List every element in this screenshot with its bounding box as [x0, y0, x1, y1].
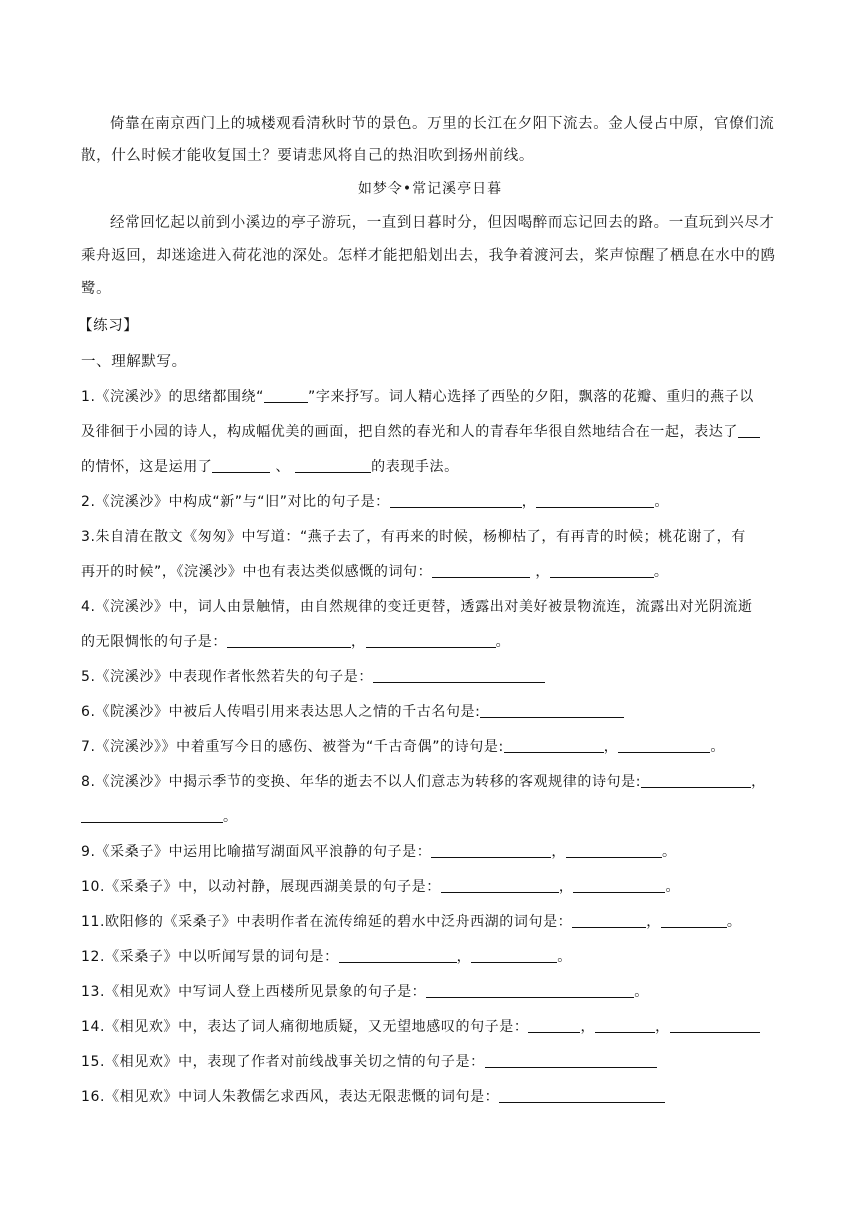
answer-blank[interactable]: [227, 631, 351, 648]
question-12: 12.《采桑子》中以听闻写景的词句是： ， 。: [81, 946, 572, 966]
question-4-cont: 的无限惆怅的句子是： ， 。: [81, 631, 510, 651]
answer-blank[interactable]: [566, 841, 662, 858]
answer-blank[interactable]: [661, 911, 727, 928]
answer-blank[interactable]: [595, 1016, 655, 1033]
answer-blank[interactable]: [670, 1016, 760, 1033]
question-1-cont: 的情怀，这是运用了 、 的表现手法。: [81, 456, 459, 476]
answer-blank[interactable]: [738, 421, 760, 438]
answer-blank[interactable]: [572, 911, 646, 928]
answer-blank[interactable]: [504, 736, 604, 753]
answer-blank[interactable]: [426, 981, 634, 998]
answer-blank[interactable]: [499, 1086, 665, 1103]
answer-blank[interactable]: [485, 1051, 657, 1068]
answer-blank[interactable]: [339, 946, 457, 963]
question-8: 8.《浣溪沙》中揭示季节的变换、年华的逝去不以人们意志为转移的客观规律的诗句是: ，: [81, 771, 766, 791]
answer-blank[interactable]: [641, 771, 751, 788]
translation-paragraph-line: 乘舟返回，却迷途进入荷花池的深处。怎样才能把船划出去，我争着渡河去，桨声惊醒了栖息在水中的鸥: [81, 248, 776, 264]
answer-blank[interactable]: [441, 876, 559, 893]
answer-blank[interactable]: [81, 806, 223, 823]
translation-paragraph-line: 鹭。: [81, 281, 112, 297]
answer-blank[interactable]: [366, 631, 496, 648]
answer-blank[interactable]: [471, 946, 557, 963]
question-14: 14.《相见欢》中，表达了词人痛彻地质疑，又无望地感叹的句子是： ， ，: [81, 1016, 760, 1036]
question-16: 16.《相见欢》中词人朱教儒乞求西风，表达无限悲慨的词句是：: [81, 1086, 665, 1106]
translation-paragraph-line: 经常回忆起以前到小溪边的亭子游玩，一直到日暮时分，但因喝醉而忘记回去的路。一直玩到兴尽才: [110, 215, 775, 231]
answer-blank[interactable]: [373, 666, 545, 683]
question-6: 6.《院溪沙》中被后人传唱引用来表达思人之情的千古名句是:: [81, 701, 624, 721]
answer-blank[interactable]: [212, 456, 270, 473]
translation-paragraph-line: 散，什么时候才能收复国土？要请悲风将自己的热泪吹到扬州前线。: [81, 148, 534, 164]
part-heading: 一、理解默写。: [81, 354, 187, 370]
question-1: 1.《浣溪沙》的思绪都围绕“ ”字来抒写。词人精心选择了西坠的夕阳，飘落的花瓣、重归的燕子以: [81, 386, 754, 406]
question-4: 4.《浣溪沙》中，词人由景触情，由自然规律的变迁更替，透露出对美好被景物流连，流露出对光阴流逝: [81, 599, 753, 615]
question-11: 11.欧阳修的《采桑子》中表明作者在流传绵延的碧水中泛舟西湖的词句是： ， 。: [81, 911, 741, 931]
answer-blank[interactable]: [528, 1016, 580, 1033]
question-1-cont: 及徘徊于小园的诗人，构成幅优美的画面，把自然的春光和人的青春年华很自然地结合在一起，表达了: [81, 421, 760, 441]
section-label: 【练习】: [78, 318, 139, 334]
answer-blank[interactable]: [536, 491, 654, 508]
answer-blank[interactable]: [295, 456, 371, 473]
translation-paragraph-line: 倚靠在南京西门上的城楼观看清秋时节的景色。万里的长江在夕阳下流去。金人侵占中原，官僚们流: [110, 116, 775, 132]
question-8-cont: 。: [81, 806, 238, 826]
poem-title: 如梦令•常记溪亭日暮: [357, 181, 503, 197]
answer-blank[interactable]: [431, 841, 551, 858]
answer-blank[interactable]: [573, 876, 665, 893]
answer-blank[interactable]: [264, 386, 308, 403]
question-10: 10.《采桑子》中，以动衬静，展现西湖美景的句子是： ， 。: [81, 876, 680, 896]
answer-blank[interactable]: [390, 491, 522, 508]
question-13: 13.《相见欢》中写词人登上西楼所见景象的句子是： 。: [81, 981, 649, 1001]
question-5: 5.《浣溪沙》中表现作者怅然若失的句子是：: [81, 666, 545, 686]
answer-blank[interactable]: [480, 701, 624, 718]
question-7: 7.《浣溪沙》》中着重写今日的感伤、被誉为“千古奇偶”的诗句是: ， 。: [81, 736, 725, 756]
question-2: 2.《浣溪沙》中构成“新”与“旧”对比的句子是： ， 。: [81, 491, 669, 511]
question-3: 3.朱自清在散文《匆匆》中写道：“燕子去了，有再来的时候，杨柳枯了，有再青的时候；桃花谢了，有: [81, 529, 746, 545]
question-9: 9.《采桑子》中运用比喻描写湖面风平浪静的句子是： ， 。: [81, 841, 677, 861]
question-15: 15.《相见欢》中，表现了作者对前线战事关切之情的句子是：: [81, 1051, 657, 1071]
answer-blank[interactable]: [618, 736, 710, 753]
question-3-cont: 再开的时候”，《浣溪沙》中也有表达类似感慨的词句： ， 。: [81, 561, 669, 581]
answer-blank[interactable]: [550, 561, 654, 578]
answer-blank[interactable]: [432, 561, 530, 578]
